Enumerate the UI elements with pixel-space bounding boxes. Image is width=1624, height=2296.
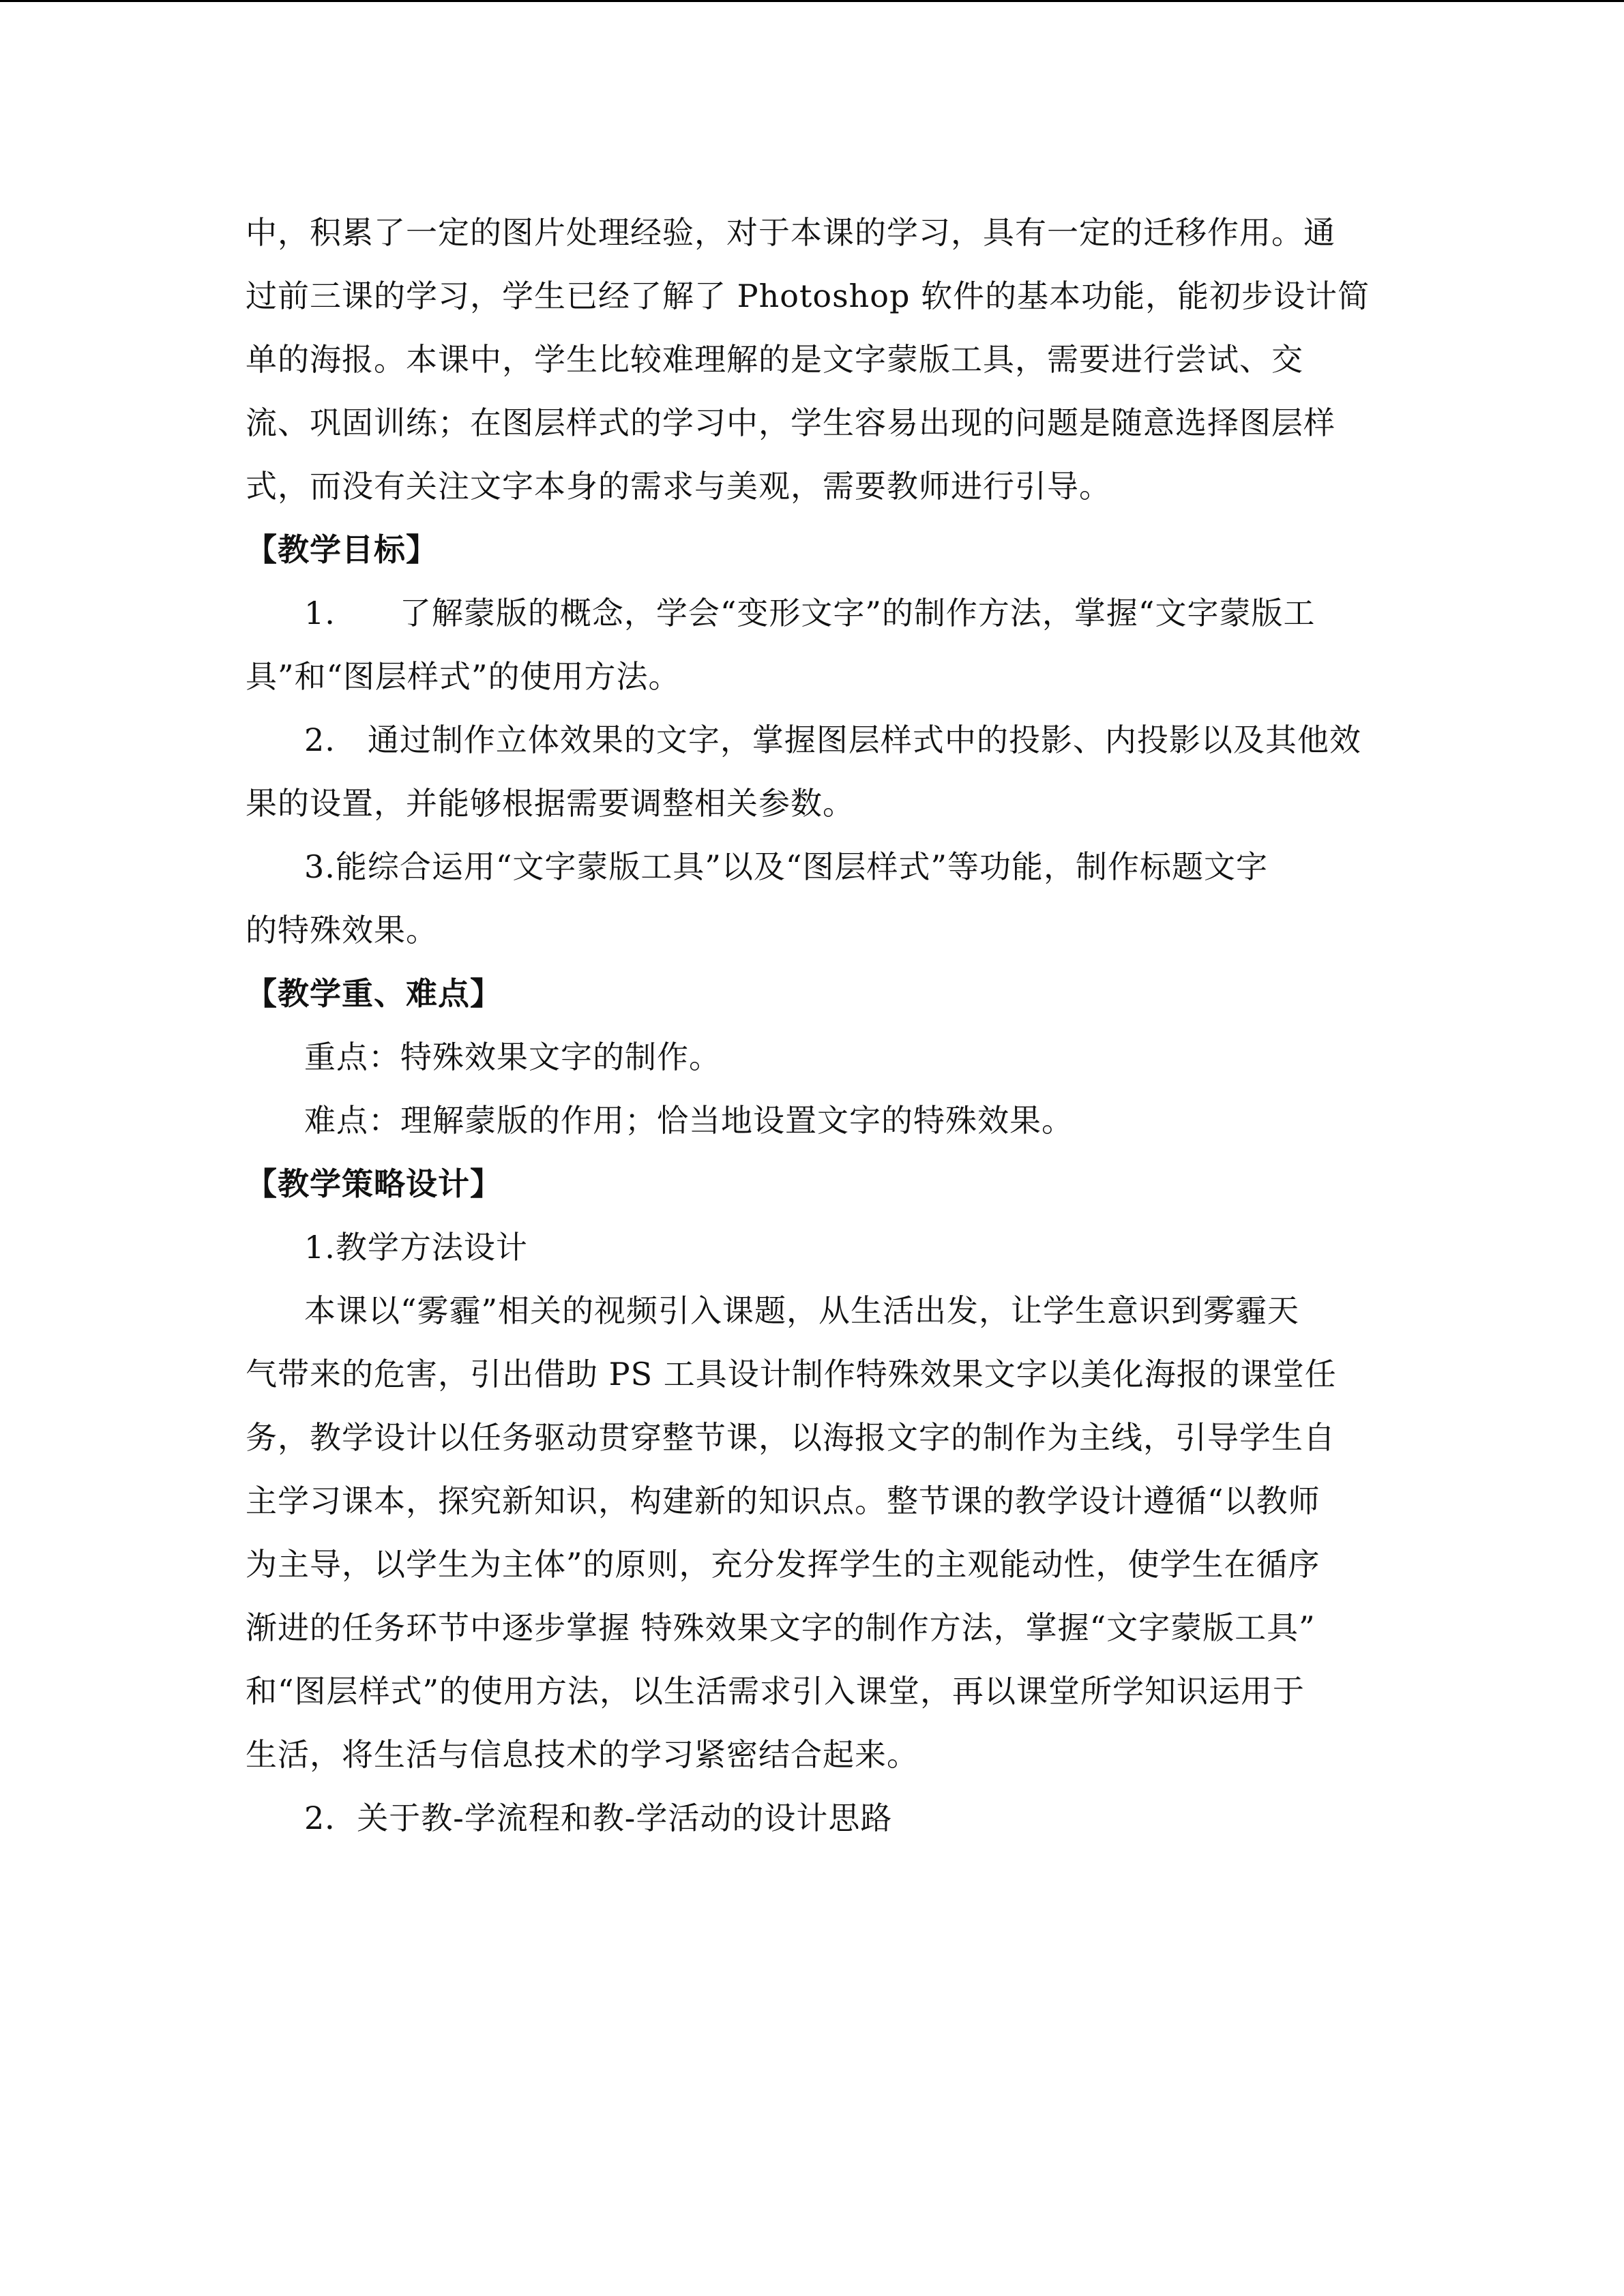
method-line: 主学习课本，探究新知识，构建新的知识点。整节课的教学设计遵循“以教师	[246, 1482, 1320, 1519]
page-top-border	[0, 0, 1624, 2]
method-line: 本课以“雾霾”相关的视频引入课题，从生活出发，让学生意识到雾霾天	[304, 1292, 1300, 1329]
method-line: 和“图层样式”的使用方法，以生活需求引入课堂，再以课堂所学知识运用于	[246, 1673, 1305, 1710]
objective-item-2	[246, 709, 1378, 835]
objective-item-3	[246, 835, 1378, 962]
objective-item-1-rest: 具”和“图层样式”的使用方法。	[246, 658, 681, 695]
method-line: 为主导，以学生为主体”的原则，充分发挥学生的主观能动性，使学生在循序	[246, 1546, 1320, 1583]
method-line: 渐进的任务环节中逐步掌握 特殊效果文字的制作方法，掌握“文字蒙版工具”	[246, 1609, 1316, 1646]
method-line: 生活，将生活与信息技术的学习紧密结合起来。	[246, 1736, 919, 1773]
document-page	[246, 201, 1378, 1850]
objective-item-3-rest: 的特殊效果。	[246, 912, 438, 949]
intro-line: 中，积累了一定的图片处理经验，对于本课的学习，具有一定的迁移作用。通	[246, 214, 1335, 251]
method-subtitle: 1.教学方法设计	[304, 1229, 528, 1266]
intro-paragraph	[246, 201, 1378, 518]
method-line: 气带来的危害，引出借助 PS 工具设计制作特殊效果文字以美化海报的课堂任	[246, 1356, 1337, 1392]
method-paragraph	[246, 1279, 1378, 1787]
key-focus: 重点：特殊效果文字的制作。	[304, 1039, 721, 1075]
method-line: 务，教学设计以任务驱动贯穿整节课，以海报文字的制作为主线，引导学生自	[246, 1419, 1335, 1456]
intro-line: 过前三课的学习，学生已经了解了 Photoshop 软件的基本功能，能初步设计简	[246, 278, 1370, 314]
flow-subtitle: 2．关于教-学流程和教-学活动的设计思路	[304, 1800, 893, 1836]
key-difficulty: 难点：理解蒙版的作用；恰当地设置文字的特殊效果。	[304, 1102, 1074, 1139]
objective-item-1-first-line: 1. 了解蒙版的概念，学会“变形文字”的制作方法，掌握“文字蒙版工	[304, 595, 1316, 631]
objectives-heading: 【教学目标】	[246, 531, 438, 568]
keypoints-heading: 【教学重、难点】	[246, 975, 502, 1012]
intro-line: 单的海报。本课中，学生比较难理解的是文字蒙版工具，需要进行尝试、交	[246, 341, 1303, 378]
strategy-heading: 【教学策略设计】	[246, 1165, 502, 1202]
intro-line: 式，而没有关注文字本身的需求与美观，需要教师进行引导。	[246, 468, 1111, 505]
objective-item-2-rest: 果的设置，并能够根据需要调整相关参数。	[246, 785, 855, 822]
objective-item-1	[246, 582, 1378, 709]
objective-item-2-first-line: 2. 通过制作立体效果的文字，掌握图层样式中的投影、内投影以及其他效	[304, 721, 1361, 758]
intro-line: 流、巩固训练；在图层样式的学习中，学生容易出现的问题是随意选择图层样	[246, 404, 1335, 441]
objective-item-3-first-line: 3.能综合运用“文字蒙版工具”以及“图层样式”等功能，制作标题文字	[304, 848, 1268, 885]
